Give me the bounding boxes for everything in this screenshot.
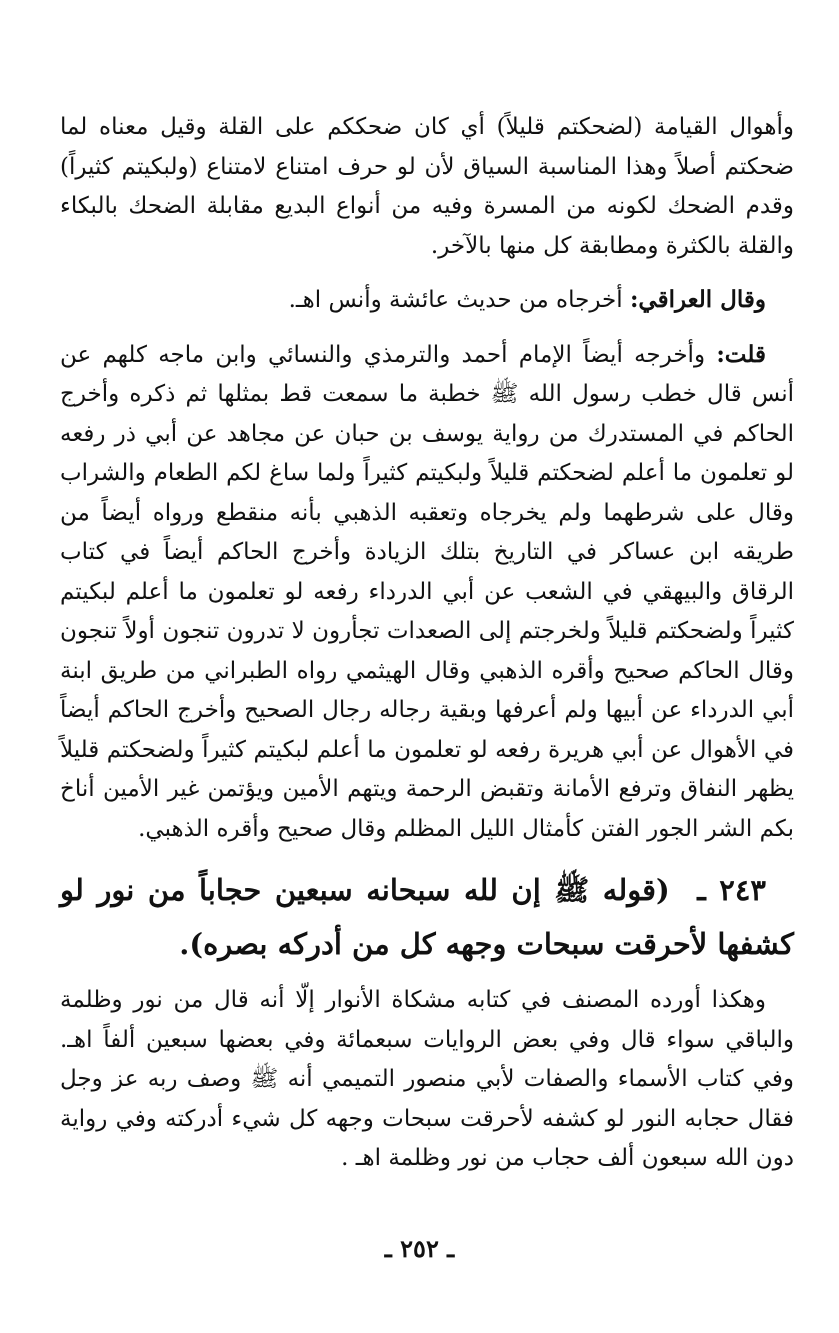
paragraph-1-text: وأهوال القيامة (لضحكتم قليلاً) أي كان ضحككم على القلة وقيل معناه لما ضحكتم أصلاً وهذا المناسبة السياق لأن لو حرف امتناع لامتناع (ولبكيتم كثيراً) وقدم الضحك لكونه من المسرة وفيه من أنواع البديع مقابلة الضحك بالبكاء والقلة بالكثرة ومطابقة كل منها بالآخر. bbox=[60, 114, 794, 259]
paragraph-qultu bbox=[60, 335, 794, 850]
paragraph-iraqi-lead: وقال العراقي: bbox=[629, 286, 766, 313]
paragraph-1 bbox=[60, 108, 794, 266]
paragraph-commentary-text: وهكذا أورده المصنف في كتابه مشكاة الأنوار إلّا أنه قال من نور وظلمة والباقي سواء قال وفي بعض الروايات سبعمائة وفي بعضها سبعين ألفاً اهـ. وفي كتاب الأسماء والصفات لأبي منصور التميمي أنه ﷺ وصف ربه عز وجل فقال حجابه النور لو كشفه لأحرقت سبحات وجهه كل شيء أدركته وفي رواية دون الله سبعون ألف حجاب من نور وظلمة اهـ . bbox=[60, 987, 794, 1171]
paragraph-commentary bbox=[60, 981, 794, 1179]
paragraph-iraqi-text: أخرجاه من حديث عائشة وأنس اهـ. bbox=[288, 287, 623, 313]
paragraph-iraqi bbox=[60, 280, 794, 321]
hadith-number: ٢٤٣ ـ bbox=[697, 873, 766, 907]
paragraph-qultu-text: وأخرجه أيضاً الإمام أحمد والترمذي والنسائي وابن ماجه كلهم عن أنس قال خطب رسول الله ﷺ خطبة ما سمعت قط بمثلها ثم ذكره وأخرج الحاكم في المستدرك من رواية يوسف بن حبان عن مجاهد عن أبي ذر رفعه لو تعلمون ما أعلم لضحكتم قليلاً ولبكيتم كثيراً ولما ساغ لكم الطعام والشراب وقال على شرطهما ولم يخرجاه وتعقبه الذهبي بأنه منقطع ورواه أيضاً من طريقه ابن عساكر في التاريخ بتلك الزيادة وأخرج الحاكم أيضاً في كتاب الرقاق والبيهقي في الشعب عن أبي الدرداء رفعه لو تعلمون ما أعلم لبكيتم كثيراً ولضحكتم قليلاً ولخرجتم إلى الصعدات تجأرون لا تدرون تنجون أولاً تنجون وقال الحاكم صحيح وأقره الذهبي وقال الهيثمي رواه الطبراني من طريق ابنة أبي الدرداء عن أبيها ولم أعرفها وبقية رجاله رجال الصحيح وأخرج الحاكم أيضاً في الأهوال عن أبي هريرة رفعه لو تعلمون ما أعلم لبكيتم كثيراً ولضحكتم قليلاً يظهر النفاق وترفع الأمانة وتقبض الرحمة ويتهم الأمين ويؤتمن غير الأمين أناخ بكم الشر الجور الفتن كأمثال الليل المظلم وقال صحيح وأقره الذهبي. bbox=[60, 341, 794, 842]
page-number: ـ ٢٥٢ ـ bbox=[384, 1234, 455, 1263]
hadith-heading bbox=[60, 863, 794, 971]
page-body bbox=[60, 108, 794, 1293]
hadith-heading-text: (قوله ﷺ إن لله سبحانه سبعين حجاباً من نور لو كشفها لأحرقت سبحات وجهه كل من أدركه بصره). bbox=[60, 873, 794, 961]
paragraph-qultu-lead: قلت: bbox=[716, 340, 766, 368]
